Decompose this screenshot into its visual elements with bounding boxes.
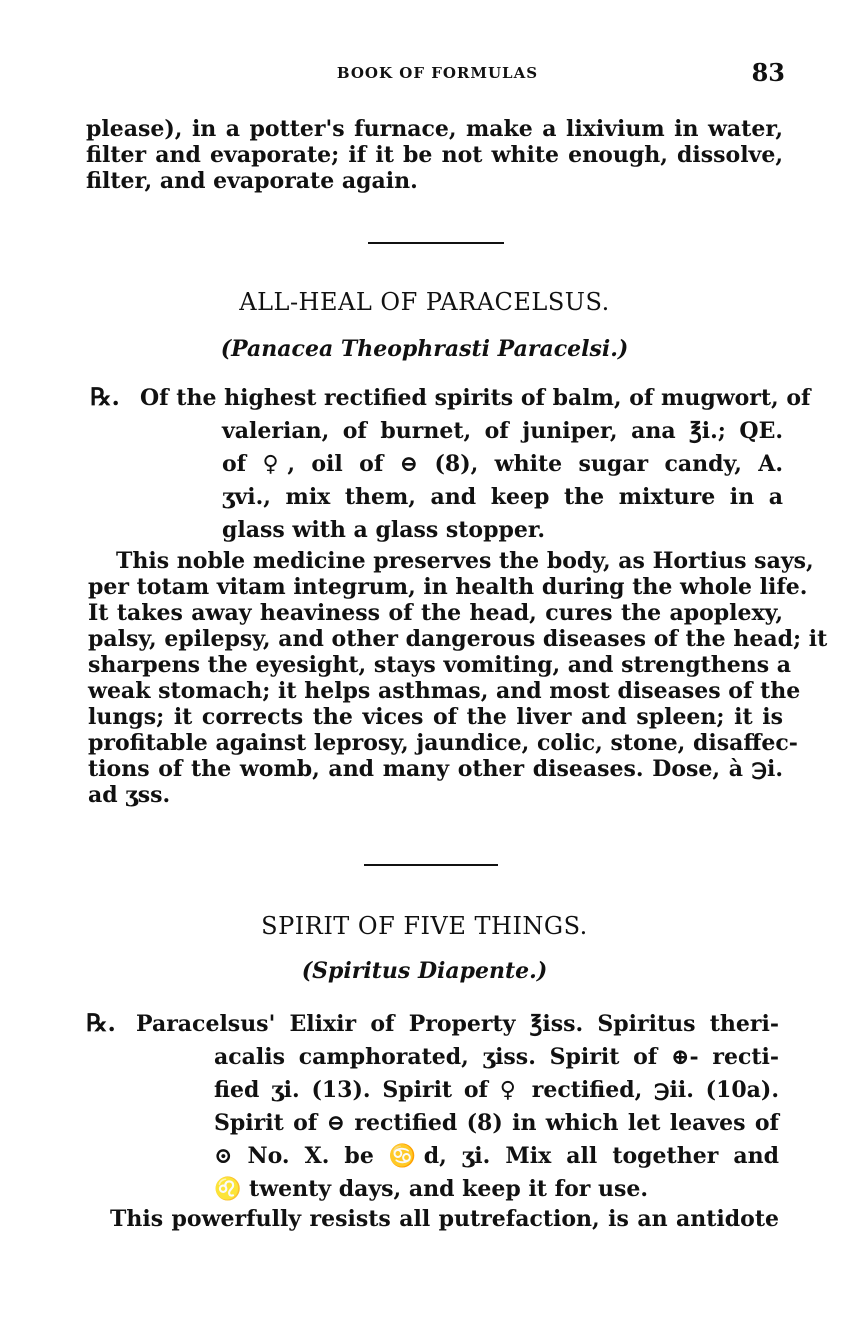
intro-paragraph xyxy=(86,116,783,194)
recipe-line: of ♀, oil of ⊖ (8), white sugar candy, A. xyxy=(222,451,783,477)
text-line: tions of the womb, and many other diseases. Dose, à ℈i. xyxy=(88,756,783,782)
text-line: profitable against leprosy, jaundice, colic, stone, disaffec- xyxy=(88,730,798,756)
text-line: weak stomach; it helps asthmas, and most diseases of the xyxy=(88,678,801,704)
section-heading: ALL-HEAL OF PARACELSUS. xyxy=(239,288,610,316)
recipe-line: valerian, of burnet, of juniper, ana ℥i.; QE. xyxy=(222,418,783,444)
page-number: 83 xyxy=(751,58,785,87)
section-heading: SPIRIT OF FIVE THINGS. xyxy=(261,912,588,940)
body-paragraph xyxy=(88,548,828,808)
recipe-line: Paracelsus' Elixir of Property ℥iss. Spiritus theri- xyxy=(136,1011,779,1037)
text-line: sharpens the eyesight, stays vomiting, and strengthens a xyxy=(88,652,792,678)
running-title: BOOK OF FORMULAS xyxy=(336,64,539,82)
text-line: please), in a potter's furnace, make a lixivium in water, xyxy=(86,116,783,142)
recipe-symbol: ℞. xyxy=(90,382,120,411)
text-line: It takes away heaviness of the head, cures the apoplexy, xyxy=(88,600,783,626)
recipe-block xyxy=(136,1008,779,1206)
section-subheading: (Panacea Theophrasti Paracelsi.) xyxy=(220,336,629,362)
text-line: lungs; it corrects the vices of the liver and spleen; it is xyxy=(88,704,783,730)
body-paragraph xyxy=(88,1206,779,1232)
page-header xyxy=(90,58,785,90)
recipe-line: fied ʒi. (13). Spirit of ♀ rectified, ℈ii. (10a). xyxy=(214,1077,779,1103)
text-line: filter and evaporate; if it be not white enough, dissolve, xyxy=(86,142,783,168)
text-line: This noble medicine preserves the body, as Hortius says, xyxy=(116,548,814,574)
recipe-line: acalis camphorated, ʒiss. Spirit of ⊕- recti- xyxy=(214,1044,779,1070)
text-line: This powerfully resists all putrefaction, is an antidote xyxy=(110,1206,779,1232)
recipe-line: Spirit of ⊖ rectified (8) in which let leaves of xyxy=(214,1110,779,1136)
section-subheading: (Spiritus Diapente.) xyxy=(301,958,548,984)
text-line: palsy, epilepsy, and other dangerous diseases of the head; it xyxy=(88,626,828,652)
recipe-line: Of the highest rectified spirits of balm, of mugwort, of xyxy=(140,385,811,411)
text-line: per totam vitam integrum, in health during the whole life. xyxy=(88,574,808,600)
recipe-symbol: ℞. xyxy=(86,1008,116,1037)
recipe-line: ⊙ No. X. be ♋d, ʒi. Mix all together and xyxy=(214,1143,779,1169)
text-line: ad ʒss. xyxy=(88,782,171,808)
section-divider xyxy=(364,864,498,866)
section-divider xyxy=(368,242,504,244)
recipe-line: glass with a glass stopper. xyxy=(222,517,546,543)
text-line: filter, and evaporate again. xyxy=(86,168,418,194)
recipe-block xyxy=(140,382,811,547)
recipe-line: ♌ twenty days, and keep it for use. xyxy=(214,1176,649,1202)
recipe-line: ʒvi., mix them, and keep the mixture in a xyxy=(222,484,783,510)
